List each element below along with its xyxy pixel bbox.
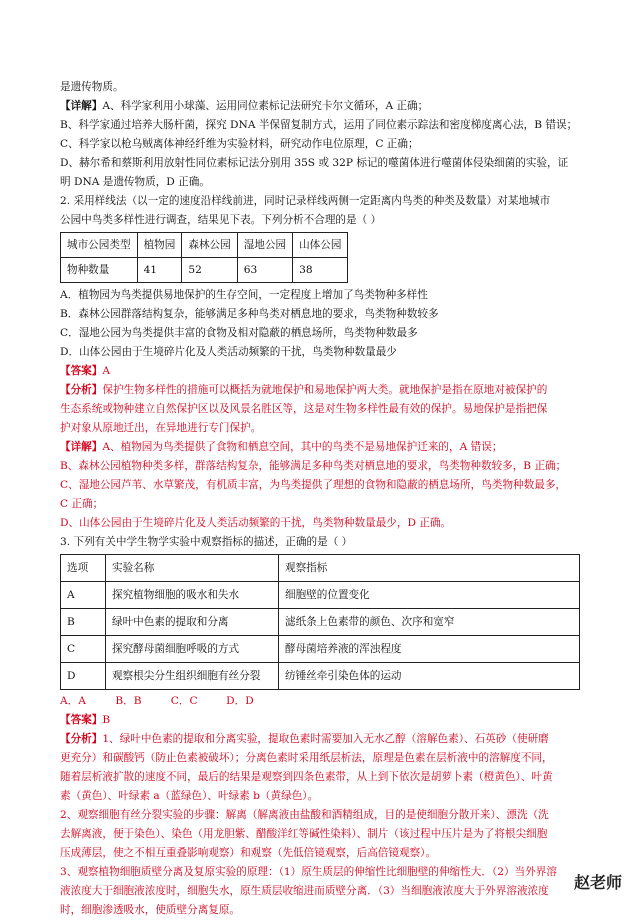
question-stem: 3. 下列有关中学生物学实验中观察指标的描述，正确的是（ ） [60, 536, 353, 548]
table-cell: 酵母菌培养液的浑浊程度 [279, 636, 580, 663]
table-cell: D [61, 663, 106, 690]
table-row [61, 663, 580, 690]
detail-line [60, 438, 596, 457]
question-stem: 2. 采用样线法（以一定的速度沿样线前进，同时记录样线两侧一定距离内鸟类的种类及数量）对某地城市 [60, 195, 551, 207]
table-cell: 探究植物细胞的吸水和失水 [106, 582, 279, 609]
detail-line: C 正确； [60, 498, 104, 510]
answer-value: A [102, 365, 111, 377]
analysis-line: 去解离液，便于染色）、染色（用龙胆紫、醋酸洋红等碱性染料）、制片（该过程中压片是为了将根尖细胞 [60, 828, 548, 840]
table-cell: 细胞壁的位置变化 [279, 582, 580, 609]
answer-label: 【答案】 [60, 714, 103, 726]
analysis-line: 随着层析液扩散的速度不同，最后的结果是观察到四条色素带，从上到下依次是胡萝卜素（橙黄色）、叶黄 [60, 771, 553, 783]
option-a: A．A [60, 695, 86, 707]
detail-line: C、湿地公园芦苇、水草繁茂，有机质丰富，为鸟类提供了理想的食物和隐蔽的栖息场所，鸟类物种数最多， [60, 479, 567, 491]
table-cell: 52 [182, 258, 237, 283]
q2-table [60, 232, 348, 283]
table-cell: 探究酵母菌细胞呼吸的方式 [106, 636, 279, 663]
table-cell: 41 [137, 258, 182, 283]
option-c: C．C [170, 695, 198, 707]
detail-line: B、科学家通过培养大肠杆菌，探究 DNA 半保留复制方式，运用了同位素示踪法和密度梯度离心法，B 错误； [60, 119, 578, 131]
table-header: 观察指标 [279, 555, 580, 582]
table-cell: 38 [293, 258, 348, 283]
analysis-line: 液浓度大于细胞液浓度时，细胞失水，原生质层收缩进而质壁分离．（3）当细胞液浓度大于外界溶液浓度 [60, 885, 549, 897]
analysis-line: 3、观察植物细胞质壁分离及复原实验的原理：（1）原生质层的伸缩性比细胞壁的伸缩性大．（2）当外界溶 [60, 866, 557, 878]
option-b: B．森林公园群落结构复杂，能够满足多种鸟类对栖息地的要求，鸟类物种数较多 [60, 308, 439, 320]
detail-line: C、科学家以枪乌贼离体神经纤维为实验材料，研究动作电位原理，C 正确； [60, 138, 419, 150]
table-header-row [61, 555, 580, 582]
q3-table [60, 554, 580, 690]
table-cell: 观察根尖分生组织细胞有丝分裂 [106, 663, 279, 690]
analysis-line: 压成薄层，使之不相互重叠影响观察）和观察（先低倍镜观察，后高倍镜观察）。 [60, 847, 437, 859]
analysis-line: 更充分）和碳酸钙（防止色素被破坏）；分离色素时采用纸层析法，原理是色素在层析液中的溶解度不同， [60, 752, 553, 764]
option-c: C．湿地公园为鸟类提供丰富的食物及相对隐蔽的栖息场所，鸟类物种数最多 [60, 327, 418, 339]
detail-text: A、科学家利用小球藻、运用同位素标记法研究卡尔文循环，A 正确； [102, 100, 429, 112]
detail-line: D、赫尔希和蔡斯利用放射性同位素标记法分别用 35S 或 32P 标记的噬菌体进行噬菌体侵染细菌的实验，证 [60, 157, 569, 169]
analysis-text: 1、绿叶中色素的提取和分离实验，提取色素时需要加入无水乙醇（溶解色素）、石英砂（使研磨 [102, 733, 549, 745]
analysis-label: 【分析】 [60, 733, 103, 745]
detail-line: B、森林公园植物种类多样，群落结构复杂，能够满足多种鸟类对栖息地的要求，鸟类物种数较多，B 正确； [60, 460, 567, 472]
table-cell: C [61, 636, 106, 663]
analysis-line: 2、观察细胞有丝分裂实验的步骤：解离（解离液由盐酸和酒精组成，目的是使细胞分散开来）、漂洗（洗 [60, 809, 549, 821]
detail-line: D、山体公园由于生境碎片化及人类活动频繁的干扰，鸟类物种数量最少，D 正确。 [60, 517, 452, 529]
analysis-line: 生态系统或物种建立自然保护区以及风景名胜区等，这是对生物多样性最有效的保护。易地保护是指把保 [60, 403, 548, 415]
document-page [60, 78, 596, 920]
table-cell: 城市公园类型 [61, 233, 138, 258]
detail-line: 明 DNA 是遗传物质，D 正确。 [60, 176, 210, 188]
answer-line [60, 362, 596, 381]
table-row [61, 636, 580, 663]
author-signature: 赵老师 [573, 873, 622, 892]
table-row [61, 233, 348, 258]
table-cell: 物种数量 [61, 258, 138, 283]
table-cell: 山体公园 [293, 233, 348, 258]
text-line: 是遗传物质。 [60, 81, 124, 93]
option-a: A．植物园为鸟类提供易地保护的生存空间，一定程度上增加了鸟类物种多样性 [60, 289, 428, 301]
table-cell: B [61, 609, 106, 636]
analysis-label: 【分析】 [60, 384, 103, 396]
answer-line [60, 711, 596, 730]
option-d: D．山体公园由于生境碎片化及人类活动频繁的干扰，鸟类物种数量最少 [60, 346, 397, 358]
table-cell: 绿叶中色素的提取和分离 [106, 609, 279, 636]
analysis-line [60, 730, 596, 749]
analysis-text: 保护生物多样性的措施可以概括为就地保护和易地保护两大类。就地保护是指在原地对被保护的 [102, 384, 548, 396]
table-cell: 植物园 [137, 233, 182, 258]
table-cell: 森林公园 [182, 233, 237, 258]
table-cell: 湿地公园 [237, 233, 292, 258]
option-d: D．D [226, 695, 254, 707]
detail-label: 【详解】 [60, 100, 103, 112]
table-cell: 纺锤丝牵引染色体的运动 [279, 663, 580, 690]
table-row [61, 258, 348, 283]
table-cell: A [61, 582, 106, 609]
analysis-line: 时，细胞渗透吸水，使质壁分离复原。 [60, 904, 241, 916]
option-b: B．B [115, 695, 142, 707]
table-header: 选项 [61, 555, 106, 582]
detail-text: A、植物园为鸟类提供了食物和栖息空间，其中的鸟类不是易地保护迁来的，A 错误； [102, 441, 503, 453]
table-cell: 滤纸条上色素带的颜色、次序和宽窄 [279, 609, 580, 636]
detail-label: 【详解】 [60, 441, 103, 453]
options-row [60, 692, 596, 711]
table-row [61, 609, 580, 636]
table-header: 实验名称 [106, 555, 279, 582]
question-stem: 公园中鸟类多样性进行调查，结果见下表。下列分析不合理的是（ ） [60, 214, 382, 226]
table-cell: 63 [237, 258, 292, 283]
analysis-line: 素（黄色）、叶绿素 a（蓝绿色）、叶绿素 b（黄绿色）。 [60, 790, 319, 802]
answer-value: B [102, 714, 111, 726]
answer-label: 【答案】 [60, 365, 103, 377]
table-row [61, 582, 580, 609]
analysis-line [60, 381, 596, 400]
analysis-line: 护对象从原地迁出，在异地进行专门保护。 [60, 422, 262, 434]
detail-line [60, 97, 596, 116]
